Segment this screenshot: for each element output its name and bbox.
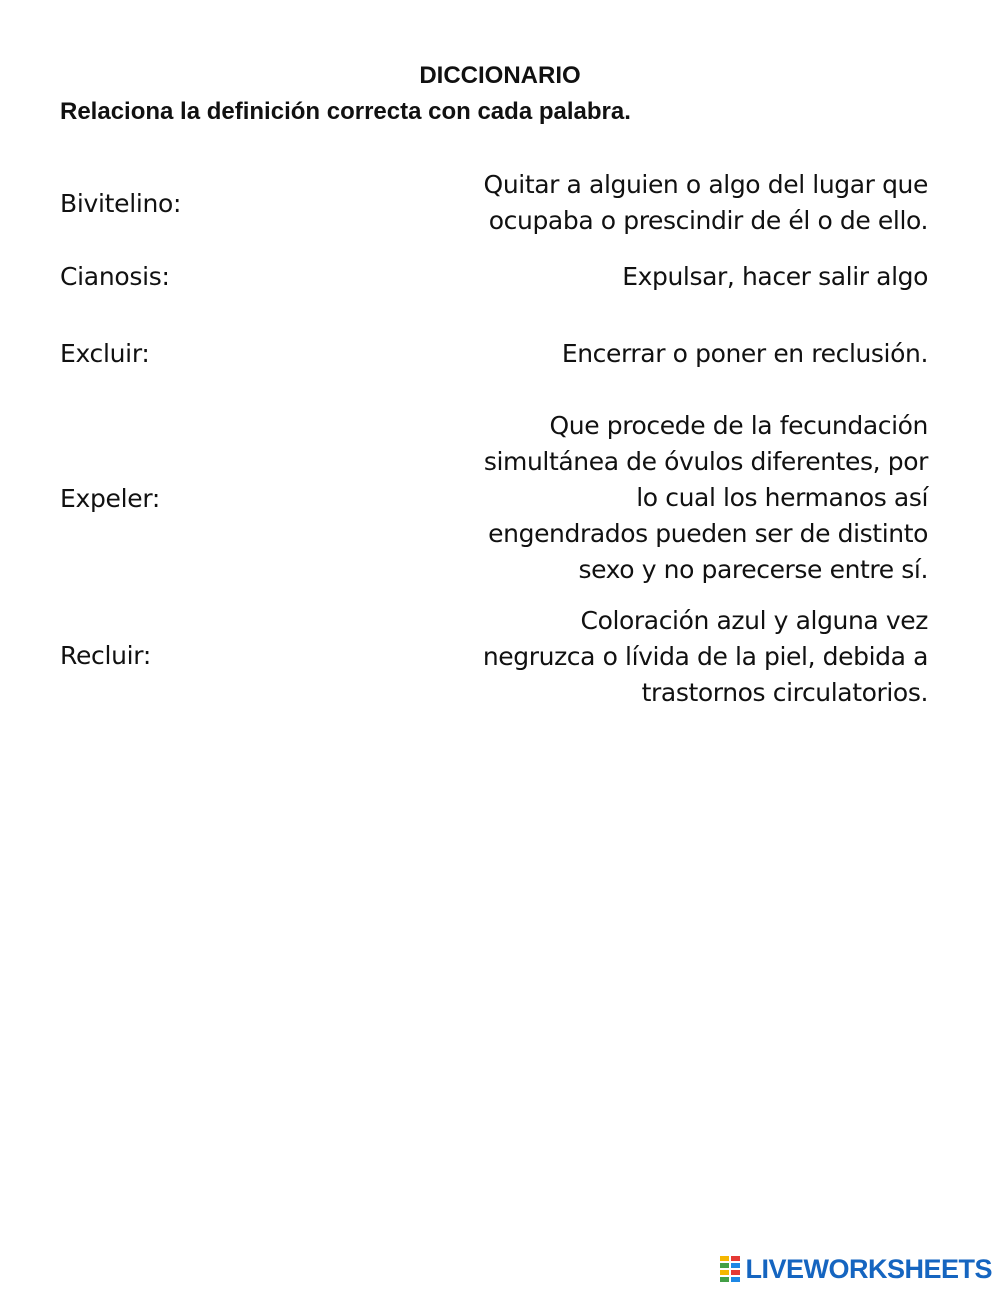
logo-block <box>730 1269 741 1276</box>
definition-line: lo cual los hermanos así <box>636 483 928 512</box>
logo-text: LIVEWORKSHEETS <box>745 1253 992 1284</box>
logo-block <box>719 1262 730 1269</box>
definition-1 <box>484 167 928 239</box>
logo-block <box>730 1276 741 1283</box>
logo-block <box>719 1276 730 1283</box>
definition-line: Que procede de la fecundación <box>549 411 928 440</box>
definition-line: ocupaba o prescindir de él o de ello. <box>488 206 928 235</box>
definition-2 <box>622 259 928 295</box>
word-bivitelino: Bivitelino: <box>60 189 182 218</box>
word-excluir: Excluir: <box>60 339 150 368</box>
definition-line: Encerrar o poner en reclusión. <box>561 339 928 368</box>
logo-block <box>719 1255 730 1262</box>
definition-4 <box>484 408 928 588</box>
definition-line: engendrados pueden ser de distinto <box>488 519 928 548</box>
definition-line: negruzca o lívida de la piel, debida a <box>482 642 928 671</box>
definition-5 <box>483 603 928 711</box>
instruction-text: Relaciona la definición correcta con cada palabra. <box>60 98 631 125</box>
logo-mark-icon <box>719 1255 741 1283</box>
definition-line: Quitar a alguien o algo del lugar que <box>483 170 928 199</box>
definition-line: Expulsar, hacer salir algo <box>622 262 928 291</box>
definition-line: simultánea de óvulos diferentes, por <box>483 447 928 476</box>
word-recluir: Recluir: <box>60 641 151 670</box>
word-cianosis: Cianosis: <box>60 262 170 291</box>
definition-line: sexo y no parecerse entre sí. <box>578 555 928 584</box>
definition-3 <box>562 336 928 372</box>
logo-block <box>730 1255 741 1262</box>
definition-line: trastornos circulatorios. <box>641 678 928 707</box>
liveworksheets-logo <box>719 1253 992 1285</box>
logo-block <box>730 1262 741 1269</box>
page-title: DICCIONARIO <box>419 62 581 89</box>
logo-block <box>719 1269 730 1276</box>
definition-line: Coloración azul y alguna vez <box>580 606 928 635</box>
word-expeler: Expeler: <box>60 484 161 513</box>
